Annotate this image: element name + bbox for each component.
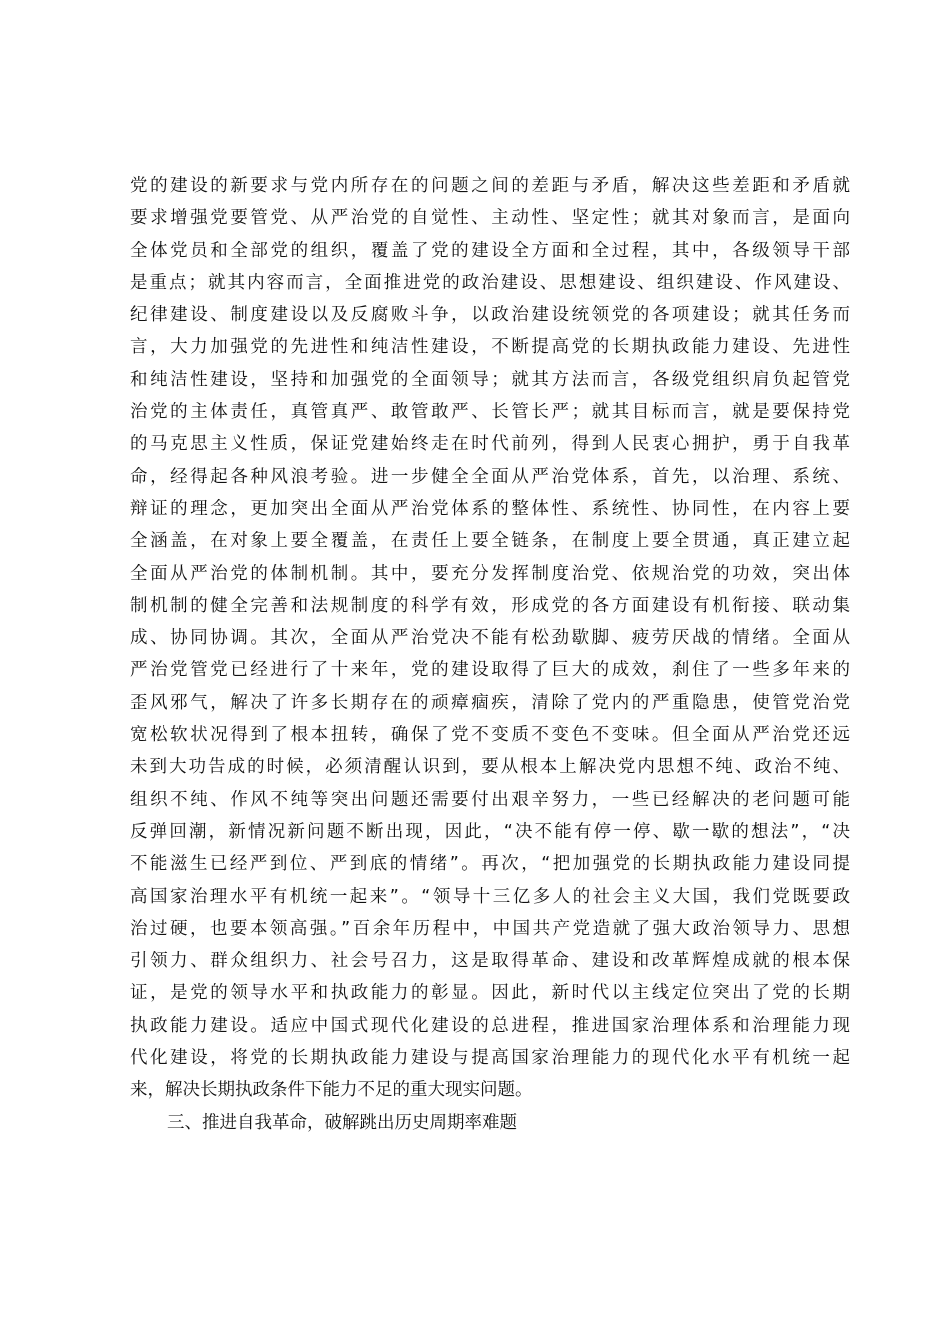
paragraph-line: 和纯洁性建设，坚持和加强党的全面领导；就其方法而言，各级党组织肩负起管党 xyxy=(130,369,853,390)
body-text xyxy=(130,170,853,1139)
paragraph-line: 反弹回潮，新情况新问题不断出现，因此，“决不能有停一停、歇一歇的想法”，“决 xyxy=(130,821,853,842)
paragraph-line: 辩证的理念，更加突出全面从严治党体系的整体性、系统性、协同性，在内容上要 xyxy=(130,498,853,519)
paragraph-line: 治过硬，也要本领高强。”百余年历程中，中国共产党造就了强大政治领导力、思想 xyxy=(130,918,853,939)
section-heading: 三、推进自我革命，破解跳出历史周期率难题 xyxy=(167,1112,517,1133)
paragraph-line: 执政能力建设。适应中国式现代化建设的总进程，推进国家治理体系和治理能力现 xyxy=(130,1015,853,1036)
paragraph-line: 组织不纯、作风不纯等突出问题还需要付出艰辛努力，一些已经解决的老问题可能 xyxy=(130,789,853,810)
paragraph-line: 宽松软状况得到了根本扭转，确保了党不变质不变色不变味。但全面从严治党还远 xyxy=(130,725,853,746)
paragraph-line: 党的建设的新要求与党内所存在的问题之间的差距与矛盾，解决这些差距和矛盾就 xyxy=(130,176,853,196)
paragraph-line: 制机制的健全完善和法规制度的科学有效，形成党的各方面建设有机衔接、联动集 xyxy=(130,595,853,616)
paragraph-line: 命，经得起各种风浪考验。进一步健全全面从严治党体系，首先，以治理、系统、 xyxy=(130,466,853,487)
paragraph-line: 纪律建设、制度建设以及反腐败斗争，以政治建设统领党的各项建设；就其任务而 xyxy=(130,305,853,326)
paragraph-line: 全涵盖，在对象上要全覆盖，在责任上要全链条，在制度上要全贯通，真正建立起 xyxy=(130,531,853,552)
paragraph-line: 治党的主体责任，真管真严、敢管敢严、长管长严；就其目标而言，就是要保持党 xyxy=(130,402,853,423)
paragraph-line: 的马克思主义性质，保证党建始终走在时代前列，得到人民衷心拥护，勇于自我革 xyxy=(130,434,853,455)
paragraph-line: 歪风邪气，解决了许多长期存在的顽瘴痼疾，清除了党内的严重隐患，使管党治党 xyxy=(130,692,853,713)
paragraph-line: 严治党管党已经进行了十来年，党的建设取得了巨大的成效，刹住了一些多年来的 xyxy=(130,660,853,681)
paragraph-line: 未到大功告成的时候，必须清醒认识到，要从根本上解决党内思想不纯、政治不纯、 xyxy=(130,757,853,778)
paragraph-line: 全面从严治党的体制机制。其中，要充分发挥制度治党、依规治党的功效，突出体 xyxy=(130,563,853,584)
paragraph-line: 代化建设，将党的长期执政能力建设与提高国家治理能力的现代化水平有机统一起 xyxy=(130,1048,853,1069)
paragraph-line: 证，是党的领导水平和执政能力的彰显。因此，新时代以主线定位突出了党的长期 xyxy=(130,983,853,1004)
paragraph-line: 引领力、群众组织力、社会号召力，这是取得革命、建设和改革辉煌成就的根本保 xyxy=(130,951,853,972)
paragraph-line: 要求增强党要管党、从严治党的自觉性、主动性、坚定性；就其对象而言，是面向 xyxy=(130,208,853,229)
paragraph-line: 成、协同协调。其次，全面从严治党决不能有松劲歇脚、疲劳厌战的情绪。全面从 xyxy=(130,628,853,649)
paragraph-line: 来，解决长期执政条件下能力不足的重大现实问题。 xyxy=(130,1080,533,1101)
paragraph-line: 全体党员和全部党的组织，覆盖了党的建设全方面和全过程，其中，各级领导干部 xyxy=(130,240,853,261)
paragraph-line: 不能滋生已经严到位、严到底的情绪”。再次，“把加强党的长期执政能力建设同提 xyxy=(130,854,853,875)
paragraph-line: 言，大力加强党的先进性和纯洁性建设，不断提高党的长期执政能力建设、先进性 xyxy=(130,337,853,358)
paragraph-line: 是重点；就其内容而言，全面推进党的政治建设、思想建设、组织建设、作风建设、 xyxy=(130,272,853,293)
paragraph-line: 高国家治理水平有机统一起来”。“领导十三亿多人的社会主义大国，我们党既要政 xyxy=(130,886,853,907)
